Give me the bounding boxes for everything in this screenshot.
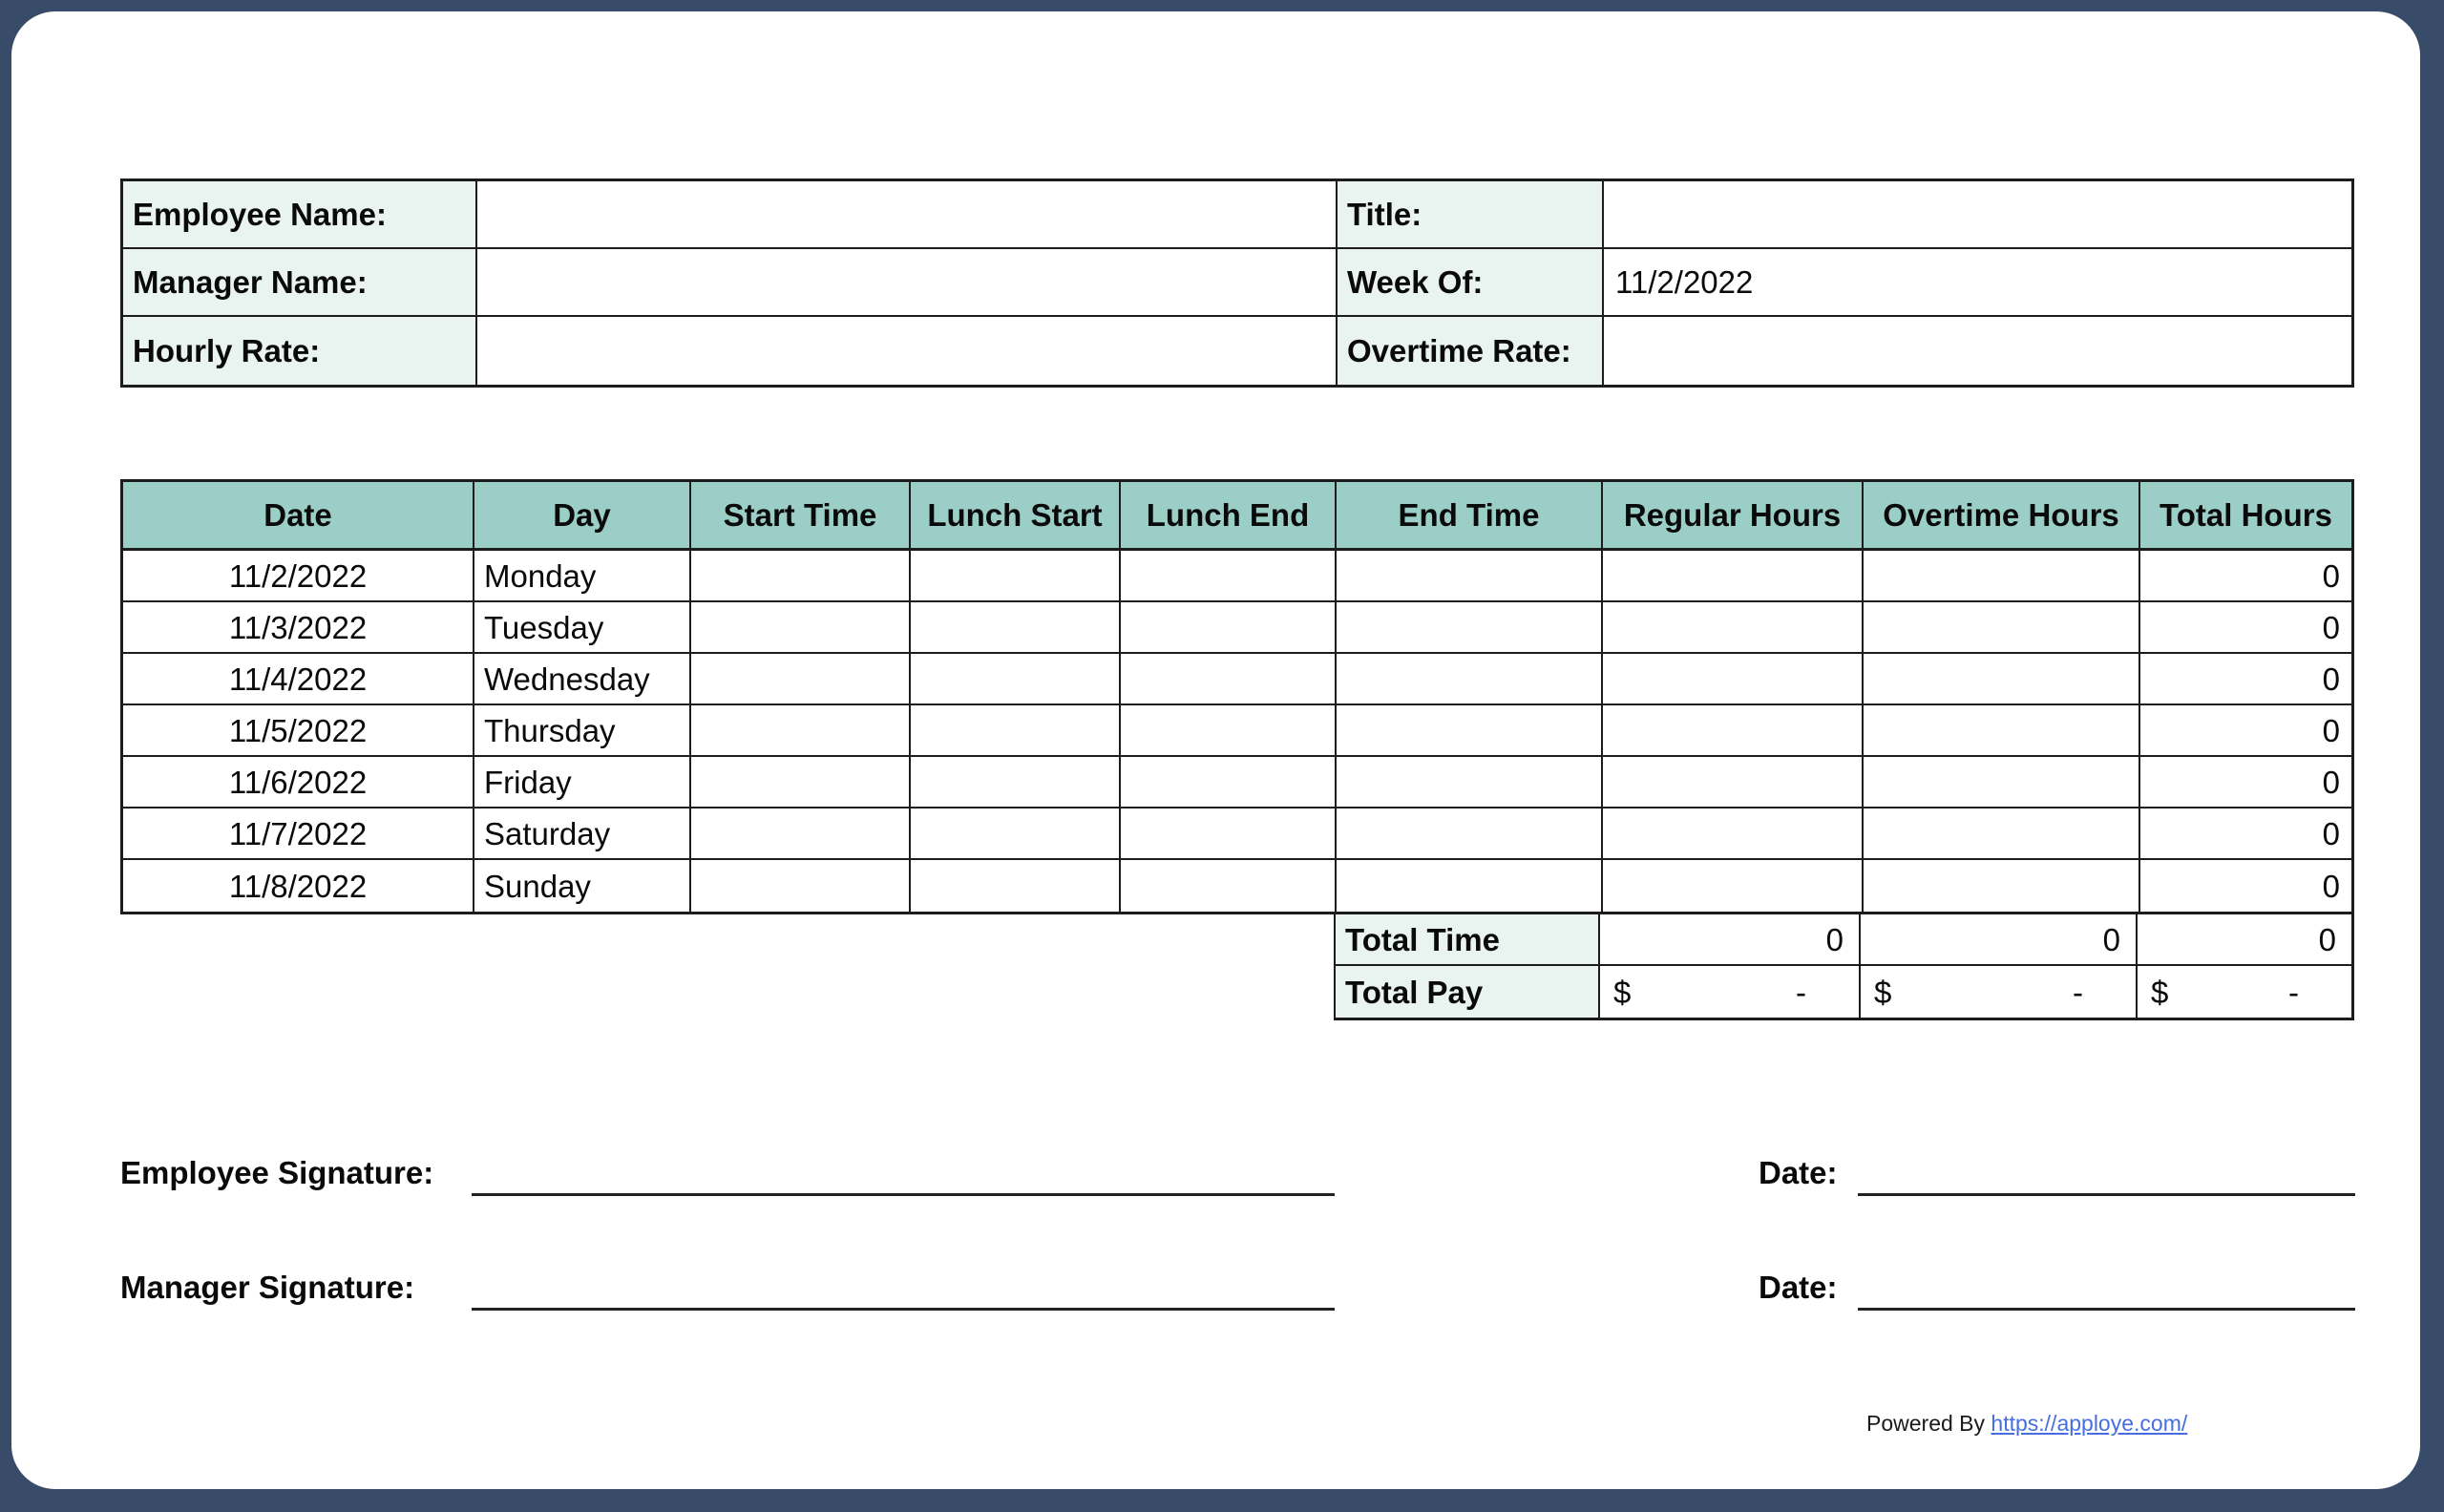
day-cell[interactable]: Tuesday [474, 602, 691, 654]
date-cell[interactable]: 11/3/2022 [123, 602, 474, 654]
timesheet-row-monday [123, 551, 2351, 602]
lunch-start-cell[interactable] [911, 551, 1121, 602]
week-of-label: Week Of: [1338, 249, 1604, 317]
header-total-hours: Total Hours [2140, 482, 2351, 551]
start-time-cell[interactable] [691, 808, 911, 860]
manager-signature-label: Manager Signature: [120, 1270, 415, 1305]
overtime-rate-value-cell[interactable] [1604, 317, 2351, 385]
timesheet-card [11, 11, 2420, 1489]
total-hours-cell[interactable]: 0 [2140, 654, 2351, 705]
overtime-hours-cell[interactable] [1864, 551, 2140, 602]
timesheet-table [120, 479, 2354, 914]
end-time-cell[interactable] [1337, 654, 1603, 705]
end-time-cell[interactable] [1337, 705, 1603, 757]
manager-signature-line[interactable] [472, 1308, 1335, 1311]
currency-symbol: $ [2151, 974, 2169, 1010]
total-time-regular-cell[interactable]: 0 [1600, 914, 1861, 966]
regular-hours-cell[interactable] [1603, 602, 1864, 654]
regular-hours-cell[interactable] [1603, 757, 1864, 808]
total-hours-cell[interactable]: 0 [2140, 551, 2351, 602]
total-time-row [1336, 914, 2351, 966]
start-time-cell[interactable] [691, 551, 911, 602]
date-cell[interactable]: 11/2/2022 [123, 551, 474, 602]
overtime-hours-cell[interactable] [1864, 860, 2140, 912]
timesheet-row-tuesday [123, 602, 2351, 654]
total-pay-regular-cell[interactable] [1600, 966, 1861, 1018]
lunch-end-cell[interactable] [1121, 654, 1337, 705]
overtime-rate-label: Overtime Rate: [1338, 317, 1604, 385]
manager-date-label: Date: [1759, 1270, 1838, 1305]
start-time-cell[interactable] [691, 705, 911, 757]
date-cell[interactable]: 11/7/2022 [123, 808, 474, 860]
currency-symbol: $ [1613, 974, 1632, 1010]
overtime-hours-cell[interactable] [1864, 654, 2140, 705]
lunch-start-cell[interactable] [911, 654, 1121, 705]
start-time-cell[interactable] [691, 602, 911, 654]
regular-hours-cell[interactable] [1603, 654, 1864, 705]
total-time-label: Total Time [1336, 914, 1600, 966]
lunch-start-cell[interactable] [911, 602, 1121, 654]
hourly-rate-value-cell[interactable] [477, 317, 1338, 385]
lunch-end-cell[interactable] [1121, 808, 1337, 860]
end-time-cell[interactable] [1337, 808, 1603, 860]
lunch-start-cell[interactable] [911, 757, 1121, 808]
date-cell[interactable]: 11/4/2022 [123, 654, 474, 705]
manager-name-value-cell[interactable] [477, 249, 1338, 317]
start-time-cell[interactable] [691, 757, 911, 808]
total-hours-cell[interactable]: 0 [2140, 808, 2351, 860]
start-time-cell[interactable] [691, 860, 911, 912]
overtime-hours-cell[interactable] [1864, 808, 2140, 860]
pay-amount: - [1796, 974, 1806, 1010]
end-time-cell[interactable] [1337, 602, 1603, 654]
date-cell[interactable]: 11/6/2022 [123, 757, 474, 808]
header-lunch-start: Lunch Start [911, 482, 1121, 551]
header-lunch-end: Lunch End [1121, 482, 1337, 551]
start-time-cell[interactable] [691, 654, 911, 705]
total-pay-label: Total Pay [1336, 966, 1600, 1018]
overtime-hours-cell[interactable] [1864, 757, 2140, 808]
employee-date-line[interactable] [1858, 1193, 2355, 1196]
week-of-value-cell[interactable]: 11/2/2022 [1604, 249, 2351, 317]
overtime-hours-cell[interactable] [1864, 705, 2140, 757]
regular-hours-cell[interactable] [1603, 705, 1864, 757]
header-date: Date [123, 482, 474, 551]
header-regular-hours: Regular Hours [1603, 482, 1864, 551]
total-time-total-cell[interactable]: 0 [2138, 914, 2351, 966]
hourly-rate-label: Hourly Rate: [123, 317, 477, 385]
apploye-link[interactable]: https://apploye.com/ [1991, 1411, 2188, 1436]
lunch-end-cell[interactable] [1121, 860, 1337, 912]
header-overtime-hours: Overtime Hours [1864, 482, 2140, 551]
header-day: Day [474, 482, 691, 551]
total-hours-cell[interactable]: 0 [2140, 602, 2351, 654]
employee-info-table [120, 178, 2354, 388]
employee-signature-line[interactable] [472, 1193, 1335, 1196]
day-cell[interactable]: Thursday [474, 705, 691, 757]
employee-name-label: Employee Name: [123, 181, 477, 249]
regular-hours-cell[interactable] [1603, 860, 1864, 912]
total-hours-cell[interactable]: 0 [2140, 757, 2351, 808]
pay-amount: - [2073, 974, 2083, 1010]
day-cell[interactable]: Monday [474, 551, 691, 602]
timesheet-row-sunday [123, 860, 2351, 912]
date-cell[interactable]: 11/5/2022 [123, 705, 474, 757]
currency-symbol: $ [1874, 974, 1892, 1010]
date-cell[interactable]: 11/8/2022 [123, 860, 474, 912]
total-time-overtime-cell[interactable]: 0 [1861, 914, 2138, 966]
overtime-hours-cell[interactable] [1864, 602, 2140, 654]
day-cell[interactable]: Friday [474, 757, 691, 808]
employee-signature-label: Employee Signature: [120, 1155, 434, 1190]
end-time-cell[interactable] [1337, 860, 1603, 912]
lunch-start-cell[interactable] [911, 808, 1121, 860]
timesheet-row-saturday [123, 808, 2351, 860]
powered-by-text: Powered By [1866, 1411, 1986, 1436]
timesheet-row-friday [123, 757, 2351, 808]
lunch-end-cell[interactable] [1121, 602, 1337, 654]
total-pay-total-cell[interactable] [2138, 966, 2351, 1018]
timesheet-row-thursday [123, 705, 2351, 757]
regular-hours-cell[interactable] [1603, 808, 1864, 860]
total-pay-overtime-cell[interactable] [1861, 966, 2138, 1018]
pay-amount: - [2288, 974, 2299, 1010]
day-cell[interactable]: Sunday [474, 860, 691, 912]
total-hours-cell[interactable]: 0 [2322, 868, 2340, 904]
lunch-start-cell[interactable] [911, 860, 1121, 912]
lunch-start-cell[interactable] [911, 705, 1121, 757]
lunch-end-cell[interactable] [1121, 705, 1337, 757]
end-time-cell[interactable] [1337, 757, 1603, 808]
day-cell[interactable]: Saturday [474, 808, 691, 860]
total-pay-row [1336, 966, 2351, 1018]
day-cell[interactable]: Wednesday [474, 654, 691, 705]
totals-block [1334, 914, 2354, 1020]
header-end-time: End Time [1337, 482, 1603, 551]
end-time-cell[interactable] [1337, 551, 1603, 602]
employee-name-value-cell[interactable] [477, 181, 1338, 249]
manager-date-line[interactable] [1858, 1308, 2355, 1311]
regular-hours-cell[interactable] [1603, 551, 1864, 602]
timesheet-header-row [123, 482, 2351, 551]
lunch-end-cell[interactable] [1121, 757, 1337, 808]
employee-date-label: Date: [1759, 1155, 1838, 1190]
title-value-cell[interactable] [1604, 181, 2351, 249]
timesheet-row-wednesday [123, 654, 2351, 705]
manager-name-label: Manager Name: [123, 249, 477, 317]
total-hours-cell[interactable]: 0 [2140, 705, 2351, 757]
lunch-end-cell[interactable] [1121, 551, 1337, 602]
footer [1866, 1410, 2187, 1438]
header-start-time: Start Time [691, 482, 911, 551]
title-label: Title: [1338, 181, 1604, 249]
